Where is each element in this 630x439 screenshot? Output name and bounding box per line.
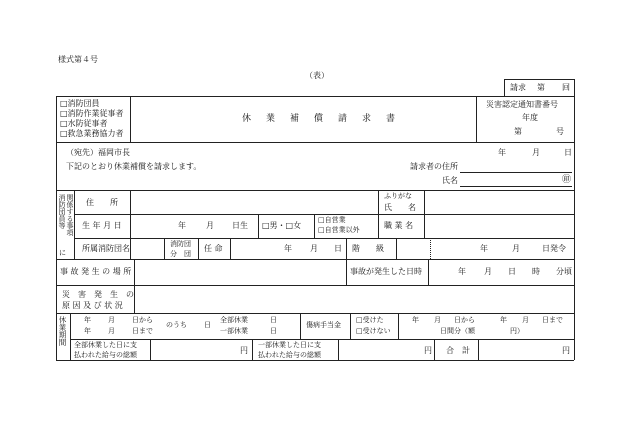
period-from-year: 年 xyxy=(412,316,419,324)
wage-full-yen: 円 xyxy=(240,346,248,355)
leave-to-day: 日まで xyxy=(132,327,153,335)
wage-full-label-1: 全部休業した日に支 xyxy=(74,341,137,349)
leave-days-unit: 日 xyxy=(204,321,211,329)
full-leave-days: 日 xyxy=(270,316,277,324)
job-label: 職 業 名 xyxy=(384,221,414,230)
front-side-label: （表） xyxy=(305,71,329,80)
appoint-month: 月 xyxy=(310,244,318,253)
date-month: 月 xyxy=(532,148,540,157)
total-label: 合 計 xyxy=(446,346,470,355)
days-amount: 日間分（額 xyxy=(440,327,475,335)
address-label: 住 所 xyxy=(86,198,118,207)
when-minute: 分頃 xyxy=(556,267,572,276)
partial-leave-days: 日 xyxy=(270,327,277,335)
grade-label: 階 級 xyxy=(352,244,384,253)
wage-partial-label-2: 払われた給与の総額 xyxy=(258,351,321,359)
leave-from-day: 日から xyxy=(132,316,153,324)
leave-to-year: 年 xyxy=(84,327,91,335)
allowance-not-received[interactable]: □受けない xyxy=(356,327,391,335)
leave-from-month: 月 xyxy=(108,316,115,324)
rank-brigade-label: 消防団 xyxy=(170,240,191,248)
notice-number-label: 災害認定通知書番号 xyxy=(486,100,558,109)
period-to-day: 日まで xyxy=(542,316,563,324)
cause-label-1: 災 害 発 生 の xyxy=(62,290,134,299)
leave-among: のうち xyxy=(166,321,187,329)
brigade-label: 所属消防団名 xyxy=(82,244,130,253)
leave-from-year: 年 xyxy=(84,316,91,324)
seal-mark: ㊞ xyxy=(562,175,572,185)
notice-no-suffix: 号 xyxy=(556,127,564,136)
amount-yen: 円） xyxy=(510,327,524,335)
partial-leave-label: 一部休業 xyxy=(220,327,248,335)
rank-unit-label: 分 団 xyxy=(170,250,191,258)
date-day: 日 xyxy=(564,148,572,157)
not-self-employed-option[interactable]: □自営業以外 xyxy=(318,226,360,234)
injury-allowance-label: 傷病手当金 xyxy=(306,321,341,329)
claimant-name-label: 氏名 xyxy=(442,176,458,185)
period-to-month: 月 xyxy=(522,316,529,324)
full-leave-label: 全部休業 xyxy=(220,316,248,324)
place-label: 事 故 発 生 の 場 所 xyxy=(60,267,132,276)
category-flood[interactable]: □水防従事者 xyxy=(60,119,108,128)
birth-label: 生 年 月 日 xyxy=(82,221,122,230)
section-vertical-label-3: に xyxy=(59,249,66,257)
cause-label-2: 原 因 及 び 状 況 xyxy=(62,301,123,310)
when-label: 事故が発生した日時 xyxy=(350,267,422,276)
furigana-label: ふりがな xyxy=(384,192,412,200)
total-yen: 円 xyxy=(562,346,570,355)
addressee: （宛先）福岡市長 xyxy=(66,148,130,157)
when-year: 年 xyxy=(458,267,466,276)
claimant-address-label: 請求者の住所 xyxy=(410,162,458,171)
wage-partial-label-1: 一部休業した日に支 xyxy=(258,341,321,349)
section-vertical-label-1: 消防団員等 xyxy=(58,194,66,229)
sex-select[interactable]: □男・□女 xyxy=(262,221,302,230)
when-month: 月 xyxy=(484,267,492,276)
appoint-year: 年 xyxy=(284,244,292,253)
notice-year: 年度 xyxy=(522,113,538,122)
claim-no-suffix: 回 xyxy=(562,83,570,92)
period-from-day: 日から xyxy=(454,316,475,324)
issue-year: 年 xyxy=(480,244,488,253)
name-label: 氏 名 xyxy=(384,203,416,212)
claim-no-prefix: 第 xyxy=(537,83,545,92)
leave-to-month: 月 xyxy=(108,327,115,335)
category-fire-brigade[interactable]: □消防団員 xyxy=(60,99,100,108)
birth-year: 年 xyxy=(178,221,186,230)
appoint-day: 日 xyxy=(334,244,342,253)
self-employed-option[interactable]: □自営業 xyxy=(318,216,346,224)
section-vertical-label-2: 関係する事項 xyxy=(66,194,74,236)
allowance-received[interactable]: □受けた xyxy=(356,316,384,324)
form-number: 様式第４号 xyxy=(58,55,98,64)
wage-partial-yen: 円 xyxy=(424,346,432,355)
when-hour: 時 xyxy=(532,267,540,276)
appointment-label: 任 命 xyxy=(204,244,223,253)
request-statement: 下記のとおり休業補償を請求します。 xyxy=(66,162,202,171)
birth-month: 月 xyxy=(206,221,214,230)
period-from-month: 月 xyxy=(434,316,441,324)
notice-no-prefix: 第 xyxy=(514,127,522,136)
period-to-year: 年 xyxy=(500,316,507,324)
category-fire-work[interactable]: □消防作業従事者 xyxy=(60,109,124,118)
issue-day: 日発令 xyxy=(542,244,566,253)
issue-month: 月 xyxy=(512,244,520,253)
wage-full-label-2: 払われた給与の総額 xyxy=(74,351,137,359)
birth-day: 日生 xyxy=(232,221,248,230)
leave-period-vertical: 休業期間 xyxy=(58,316,67,346)
document-title: 休業補償請求書 xyxy=(242,114,411,124)
category-rescue[interactable]: □救急業務協力者 xyxy=(60,129,124,138)
date-year: 年 xyxy=(498,148,506,157)
claim-label: 請求 xyxy=(510,83,526,92)
when-day: 日 xyxy=(508,267,516,276)
